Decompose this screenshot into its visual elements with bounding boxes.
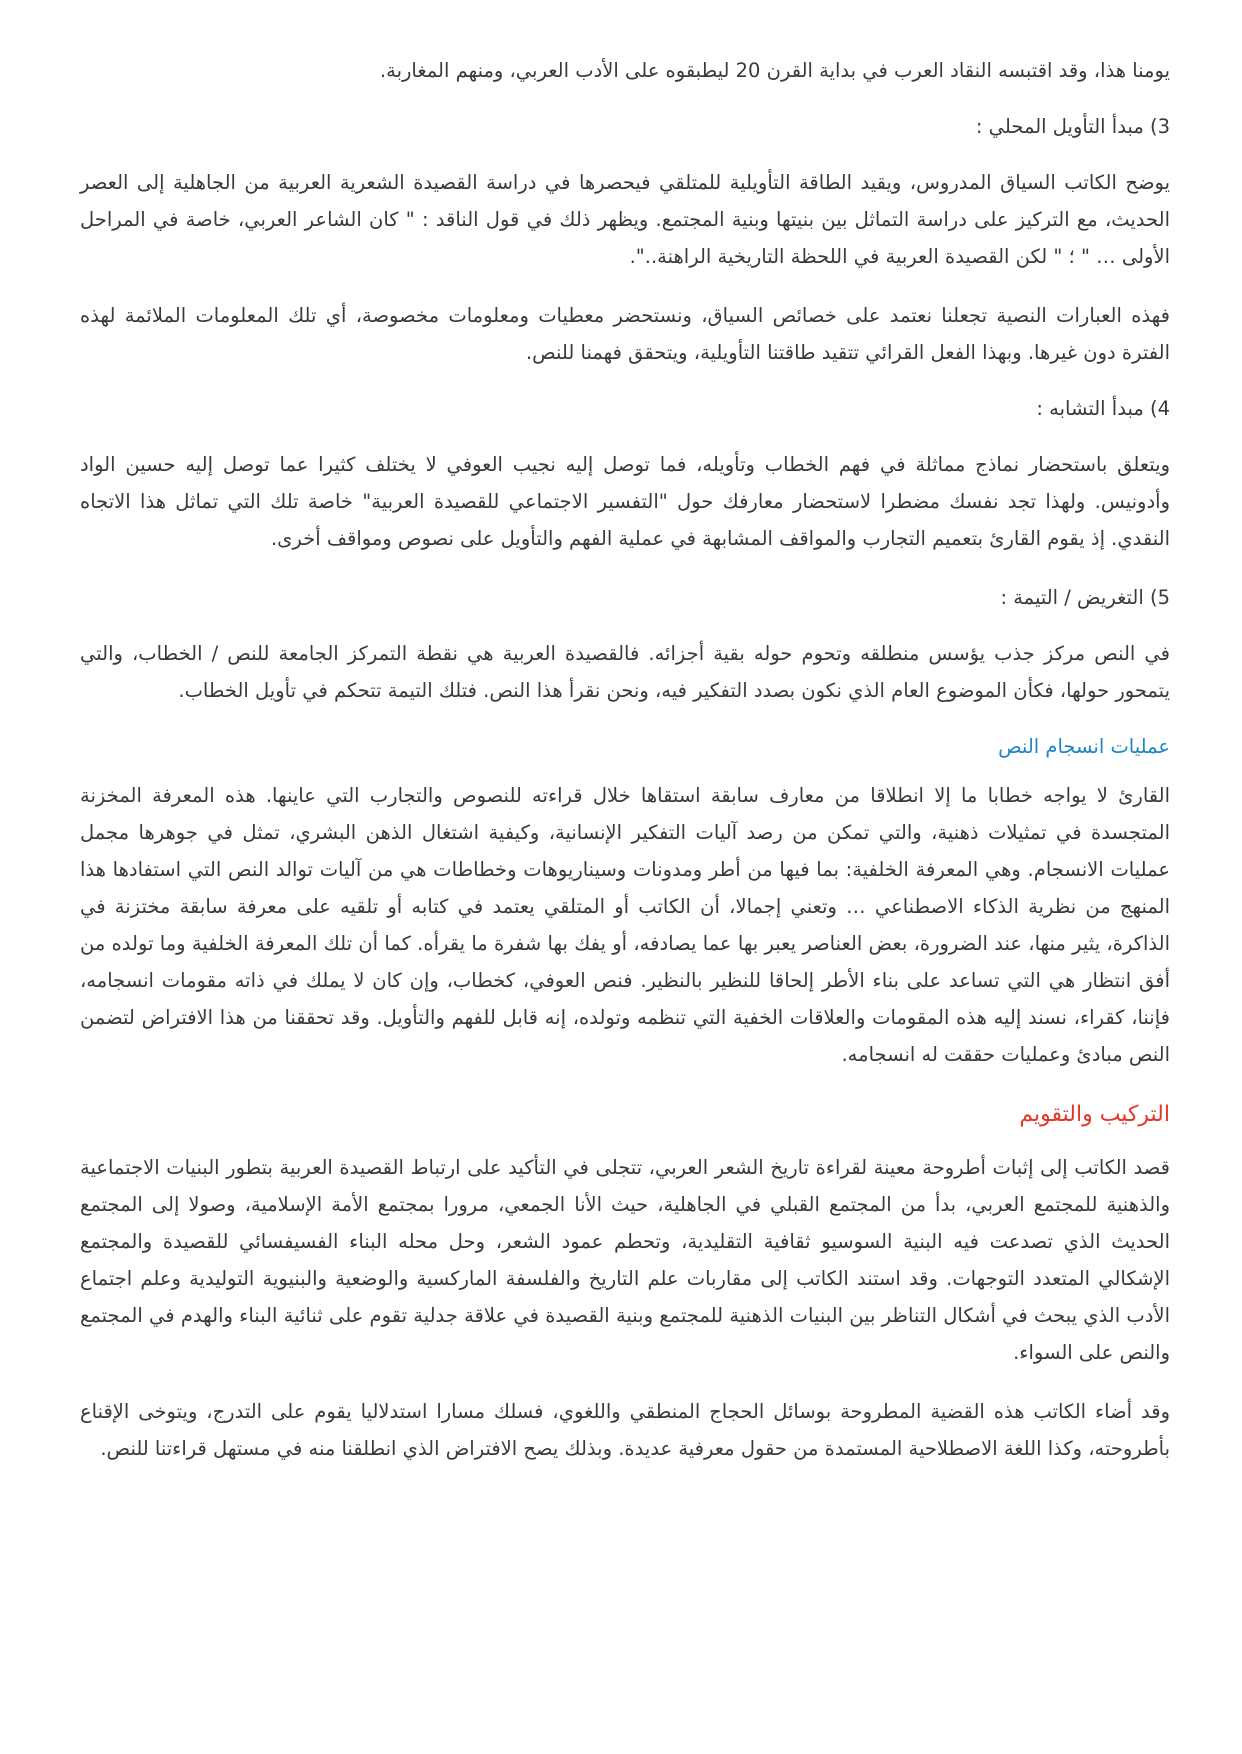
synthesis-heading: التركيب والتقويم <box>1019 1102 1170 1127</box>
coherence-heading: عمليات انسجام النص <box>998 735 1170 758</box>
paragraph-intro: يومنا هذا، وقد اقتبسه النقاد العرب في بداية القرن 20 ليطبقوه على الأدب العربي، ومنهم المغاربة. <box>379 59 1170 82</box>
paragraph-context-features: فهذه العبارات النصية تجعلنا نعتمد على خصائص السياق، ونستحضر معطيات ومعلومات مخصوصة، أي تلك المعلومات الملائمة لهذه الفترة دون غيرها. وبهذا الفعل القرائي تتقيد طاقتنا التأويلية، ويتحقق فهمنا للنص. <box>80 304 1170 364</box>
article-body <box>80 52 1170 1467</box>
paragraph-conclusion: وقد أضاء الكاتب هذه القضية المطروحة بوسائل الحجاج المنطقي واللغوي، فسلك مسارا استدلاليا يقوم على التدرج، ويتوخى الإقناع بأطروحته، وكذا اللغة الاصطلاحية المستمدة من حقول معرفية عديدة. وبذلك يصح الافتراض الذي انطلقنا منه في مستهل قراءتنا للنص. <box>80 1400 1170 1460</box>
paragraph-coherence: القارئ لا يواجه خطابا ما إلا انطلاقا من معارف سابقة استقاها خلال قراءته للنصوص والتجارب التي عاينها. هذه المعرفة المخزنة المتجسدة في تمثيلات ذهنية، والتي تمكن من رصد آليات التفكير الإنسانية، وكيفية اشتغال الذهن البشري، تمثل في جوهرها مجمل عمليات الانسجام. وهي المعرفة الخلفية: بما فيها من أطر ومدونات وسيناريوهات وخطاطات هي من آليات توالد النص التي استفادها هذا المنهج من نظرية الذكاء الاصطناعي … وتعني إجمالا، أن الكاتب أو المتلقي يعتمد في كتابه أو تلقيه على معرفة سابقة مختزنة في الذاكرة، يثير منها، عند الضرورة، بعض العناصر يعبر بها عما يصادفه، أو يفك بها شفرة ما يقرأه. كما أن تلك المعرفة الخلفية وما تولده من أفق انتظار هي التي تساعد على بناء الأطر إلحاقا للنظير بالنظير. فنص العوفي، كخطاب، وإن كان لا يملك في ذاته مقومات انسجامه، فإننا، كقراء، نسند إليه هذه المقومات والعلاقات الخفية التي تنظمه وتولده، إنه قابل للفهم والتأويل. وقد تحققنا من هذا الافتراض لتضمن النص مبادئ وعمليات حققت له انسجامه. <box>80 784 1170 1066</box>
paragraph-theme: في النص مركز جذب يؤسس منطلقه وتحوم حوله بقية أجزائه. فالقصيدة العربية هي نقطة التمركز الجامعة للنص / الخطاب، والتي يتمحور حولها، فكأن الموضوع العام الذي نكون بصدد التفكير فيه، ونحن نقرأ هذا النص. فتلك التيمة تتحكم في تأويل الخطاب. <box>80 642 1170 702</box>
paragraph-similarity: ويتعلق باستحضار نماذج مماثلة في فهم الخطاب وتأويله، فما توصل إليه نجيب العوفي لا يختلف كثيرا عما توصل إليه حسين الواد وأدونيس. ولهذا تجد نفسك مضطرا لاستحضار معارفك حول "التفسير الاجتماعي للقصيدة العربية" خاصة تلك التي تماثل هذا الاتجاه النقدي. إذ يقوم القارئ بتعميم التجارب والمواقف المشابهة في عملية الفهم والتأويل على نصوص ومواقف أخرى. <box>80 453 1170 550</box>
principle-theme-title: 5) التغريض / التيمة : <box>1000 586 1170 609</box>
principle-similarity-title: 4) مبدأ التشابه : <box>1036 397 1170 420</box>
paragraph-synthesis: قصد الكاتب إلى إثبات أطروحة معينة لقراءة تاريخ الشعر العربي، تتجلى في التأكيد على ارتباط القصيدة العربية بتطور البنيات الاجتماعية والذهنية للمجتمع العربي، بدأ من المجتمع القبلي في الجاهلية، حيث الأنا الجمعي، مرورا بمجتمع الأمة الإسلامية، وصولا إلى المجتمع الحديث الذي تصدعت فيه البنية السوسيو ثقافية التقليدية، وتحطم عمود الشعر، وحل محله البناء الفسيفسائي للقصيدة والمجتمع الإشكالي المتعدد التوجهات. وقد استند الكاتب إلى مقاربات علم التاريخ والفلسفة الماركسية والوضعية والبنيوية التوليدية وعلم اجتماع الأدب الذي يبحث في أشكال التناظر بين البنيات الذهنية للمجتمع وبنية القصيدة في علاقة جدلية تقوم على ثنائية البناء والهدم في المجتمع والنص على السواء. <box>80 1156 1170 1364</box>
principle-local-interpretation-title: 3) مبدأ التأويل المحلي : <box>975 115 1170 138</box>
paragraph-local-interpretation: يوضح الكاتب السياق المدروس، ويقيد الطاقة التأويلية للمتلقي فيحصرها في دراسة القصيدة الشعرية العربية من الجاهلية إلى العصر الحديث، مع التركيز على دراسة التماثل بين بنيتها وبنية المجتمع. ويظهر ذلك في قول الناقد : " كان الشاعر العربي، خاصة في المراحل الأولى … " ؛ " لكن القصيدة العربية في اللحظة التاريخية الراهنة..". <box>80 171 1170 268</box>
